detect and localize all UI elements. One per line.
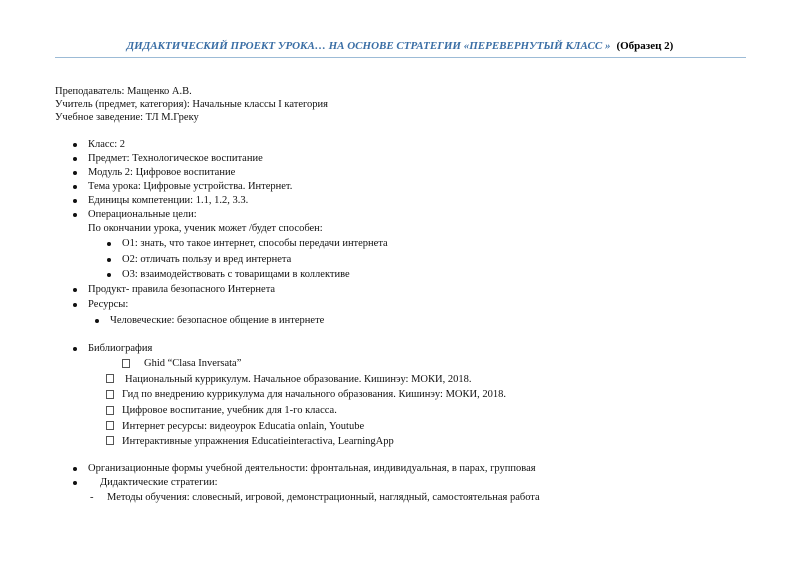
bullet-icon — [107, 273, 111, 277]
list-item-topic: Тема урока: Цифровые устройства. Интернет. — [88, 181, 293, 192]
bullet-icon — [73, 199, 77, 203]
bullet-icon — [73, 213, 77, 217]
resource-human: Человеческие: безопасное общение в интернете — [110, 315, 325, 326]
objectives-intro: По окончании урока, ученик может /будет способен: — [88, 223, 323, 234]
checkbox-glyph-icon — [106, 374, 114, 383]
list-item-strategies: Дидактические стратегии: — [100, 477, 218, 488]
checkbox-glyph-icon — [106, 406, 114, 415]
title-divider — [55, 57, 746, 58]
bullet-icon — [73, 288, 77, 292]
checkbox-glyph-icon — [106, 421, 114, 430]
bib-entry-2: Национальный куррикулум. Начальное образование. Кишинэу: МОКИ, 2018. — [125, 374, 472, 385]
list-item-objectives: Операциональные цели: — [88, 209, 197, 220]
checkbox-glyph-icon — [106, 390, 114, 399]
bib-entry-3: Гид по внедрению куррикулума для начального образования. Кишинэу: МОКИ, 2018. — [122, 389, 506, 400]
bullet-icon — [73, 185, 77, 189]
bullet-icon — [73, 481, 77, 485]
bullet-icon — [95, 319, 99, 323]
bullet-icon — [73, 143, 77, 147]
dash-marker: - — [90, 492, 94, 503]
list-item-resources: Ресурсы: — [88, 299, 129, 310]
objective-o3: О3: взаимодействовать с товарищами в коллективе — [122, 269, 350, 280]
list-item-product: Продукт- правила безопасного Интернета — [88, 284, 276, 295]
bullet-icon — [107, 242, 111, 246]
list-item-bibliography: Библиография — [88, 343, 153, 354]
bullet-icon — [73, 303, 77, 307]
sample-label: (Образец 2) — [616, 40, 674, 52]
bullet-icon — [107, 258, 111, 262]
bullet-icon — [73, 157, 77, 161]
category-line: Учитель (предмет, категория): Начальные классы I категория — [55, 99, 328, 110]
checkbox-glyph-icon — [122, 359, 130, 368]
bib-entry-1: Ghid “Clasa Inversata” — [144, 358, 242, 369]
teacher-line: Преподаватель: Мащенко А.В. — [55, 86, 192, 97]
document-title — [0, 40, 800, 52]
list-item-module: Модуль 2: Цифровое воспитание — [88, 167, 236, 178]
bib-entry-5: Интернет ресурсы: видеоурок Educatia onlain, Youtube — [122, 421, 365, 432]
bib-entry-6: Интерактивные упражнения Educatieinteractiva, LearningApp — [122, 436, 394, 447]
list-item-org-forms: Организационные формы учебной деятельности: фронтальная, индивидуальная, в парах, групповая — [88, 463, 536, 474]
methods-line: Методы обучения: словесный, игровой, демонстрационный, наглядный, самостоятельная работа — [107, 492, 540, 503]
checkbox-glyph-icon — [106, 436, 114, 445]
bullet-icon — [73, 171, 77, 175]
bullet-icon — [73, 467, 77, 471]
bib-entry-4: Цифровое воспитание, учебник для 1-го класса. — [122, 405, 337, 416]
bullet-icon — [73, 347, 77, 351]
objective-o1: О1: знать, что такое интернет, способы передачи интернета — [122, 238, 388, 249]
list-item-competence: Единицы компетенции: 1.1, 1.2, 3.3. — [88, 195, 249, 206]
institution-line: Учебное заведение: ТЛ М.Греку — [55, 112, 199, 123]
title-text: ДИДАКТИЧЕСКИЙ ПРОЕКТ УРОКА… НА ОСНОВЕ СТРАТЕГИИ «ПЕРЕВЕРНУТЫЙ КЛАСС » — [126, 40, 611, 52]
objective-o2: О2: отличать пользу и вред интернета — [122, 254, 292, 265]
list-item-subject: Предмет: Технологическое воспитание — [88, 153, 263, 164]
list-item-class: Класс: 2 — [88, 139, 126, 150]
